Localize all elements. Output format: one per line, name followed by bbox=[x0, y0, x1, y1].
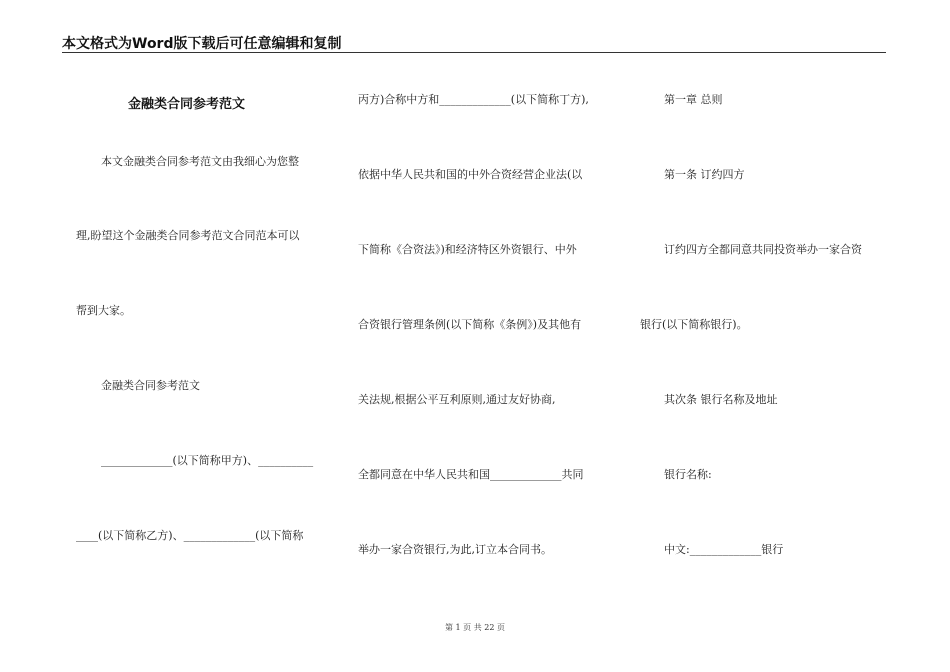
page-footer: 第 1 页 共 22 页 bbox=[445, 623, 505, 632]
header-title: 本文格式为Word版下载后可任意编辑和复制 bbox=[62, 36, 342, 52]
body-line: 银行名称: bbox=[664, 468, 712, 481]
body-line: 订约四方全都同意共同投资举办一家合资 bbox=[664, 243, 862, 256]
article-heading: 其次条 银行名称及地址 bbox=[664, 393, 778, 406]
body-line: 丙方)合称中方和_____________(以下简称丁方), bbox=[358, 93, 589, 106]
body-line: 举办一家合资银行,为此,订立本合同书。 bbox=[358, 543, 552, 556]
body-line: ____(以下简称乙方)、_____________(以下简称 bbox=[76, 529, 304, 542]
body-line: 合资银行管理条例(以下简称《条例》)及其他有 bbox=[358, 318, 582, 331]
page-header bbox=[62, 30, 886, 53]
body-line: 全都同意在中华人民共和国_____________共同 bbox=[358, 468, 584, 481]
body-line: 本文金融类合同参考范文由我细心为您整 bbox=[101, 155, 299, 168]
body-line: 下简称《合资法》)和经济特区外资银行、中外 bbox=[358, 243, 577, 256]
body-line: 帮到大家。 bbox=[76, 304, 131, 317]
body-line: 依据中华人民共和国的中外合资经营企业法(以 bbox=[358, 168, 583, 181]
article-heading: 第一条 订约四方 bbox=[664, 168, 745, 181]
body-line: _____________(以下简称甲方)、__________ bbox=[101, 454, 314, 467]
chapter-heading: 第一章 总则 bbox=[664, 93, 723, 106]
body-line: 银行(以下简称银行)。 bbox=[640, 318, 748, 331]
body-line: 中文:_____________银行 bbox=[664, 543, 784, 556]
body-line: 关法规,根据公平互利原则,通过友好协商, bbox=[358, 393, 556, 406]
document-title: 金融类合同参考范文 bbox=[128, 97, 246, 112]
section-heading: 金融类合同参考范文 bbox=[101, 379, 200, 392]
body-line: 理,盼望这个金融类合同参考范文合同范本可以 bbox=[76, 229, 300, 242]
